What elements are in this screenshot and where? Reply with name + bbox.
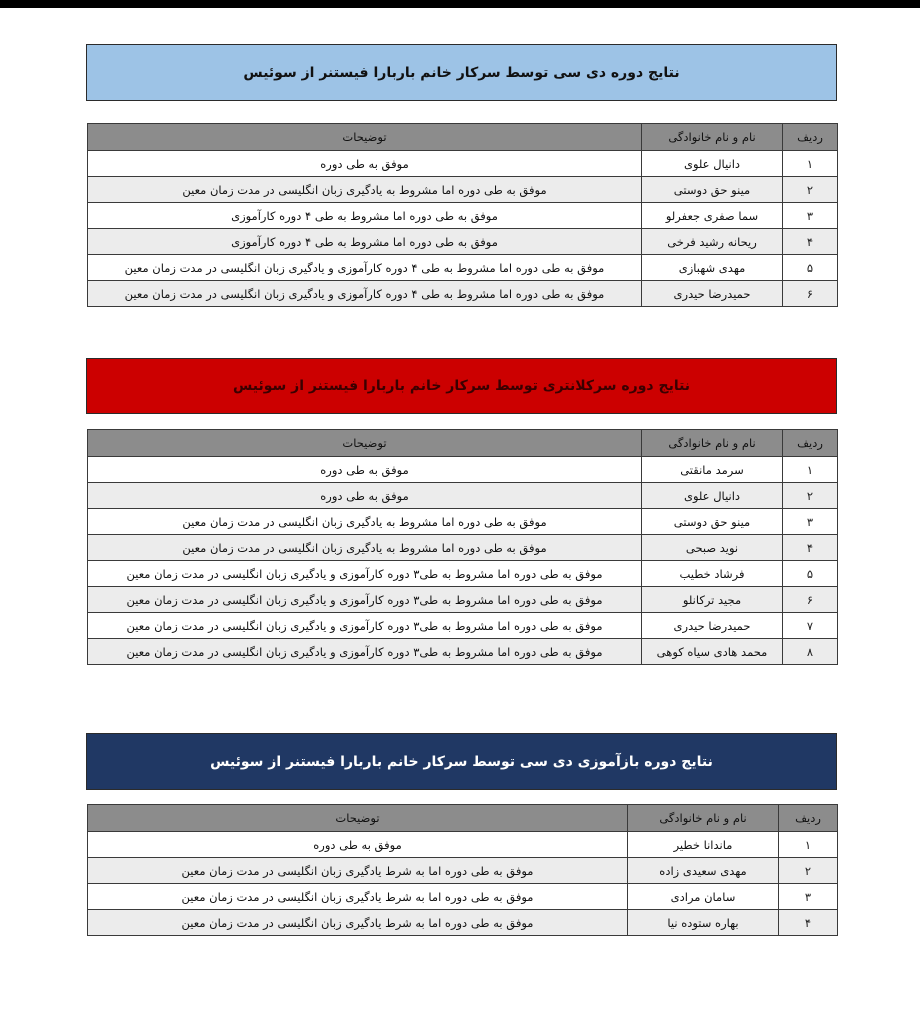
table-row <box>88 639 838 665</box>
row-description: موفق به طی دوره اما مشروط به یادگیری زبان انگلیسی در مدت زمان معین <box>88 535 642 561</box>
header-description: توضیحات <box>88 124 642 151</box>
row-name: مینو حق دوستی <box>642 177 783 203</box>
section-1-title: نتایج دوره دی سی توسط سرکار خانم باربارا فیستنر از سوئیس <box>243 64 680 81</box>
table-row <box>88 229 838 255</box>
table-row <box>88 509 838 535</box>
table-row <box>88 177 838 203</box>
row-number: ۴ <box>783 535 838 561</box>
row-description: موفق به طی دوره اما مشروط به یادگیری زبان انگلیسی در مدت زمان معین <box>88 509 642 535</box>
table-row <box>88 832 838 858</box>
row-description: موفق به طی دوره <box>88 483 642 509</box>
row-name: بهاره ستوده نیا <box>628 910 779 936</box>
row-description: موفق به طی دوره اما مشروط به طی۳ دوره کارآموزی و یادگیری زبان انگلیسی در مدت زمان معین <box>88 639 642 665</box>
row-description: موفق به طی دوره اما مشروط به طی ۴ دوره کارآموزی و یادگیری زبان انگلیسی در مدت زمان معین <box>88 255 642 281</box>
row-description: موفق به طی دوره اما مشروط به یادگیری زبان انگلیسی در مدت زمان معین <box>88 177 642 203</box>
header-description: توضیحات <box>88 430 642 457</box>
row-number: ۲ <box>783 483 838 509</box>
row-description: موفق به طی دوره اما مشروط به طی ۴ دوره کارآموزی <box>88 203 642 229</box>
row-description: موفق به طی دوره <box>88 151 642 177</box>
row-name: ریحانه رشید فرخی <box>642 229 783 255</box>
row-name: فرشاد خطیب <box>642 561 783 587</box>
row-name: مجید ترکانلو <box>642 587 783 613</box>
section-3-title-banner <box>86 733 837 790</box>
table-row <box>88 561 838 587</box>
section-3-title: نتایج دوره بازآموزی دی سی توسط سرکار خانم باربارا فیستنر از سوئیس <box>210 753 713 770</box>
row-name: مینو حق دوستی <box>642 509 783 535</box>
section-1-title-banner <box>86 44 837 101</box>
row-description: موفق به طی دوره اما به شرط یادگیری زبان انگلیسی در مدت زمان معین <box>88 910 628 936</box>
table-header-row <box>88 124 838 151</box>
row-description: موفق به طی دوره <box>88 832 628 858</box>
table-row <box>88 255 838 281</box>
row-number: ۱ <box>783 151 838 177</box>
header-row-number: ردیف <box>779 805 838 832</box>
row-description: موفق به طی دوره اما به شرط یادگیری زبان انگلیسی در مدت زمان معین <box>88 884 628 910</box>
header-description: توضیحات <box>88 805 628 832</box>
row-number: ۱ <box>783 457 838 483</box>
header-full-name: نام و نام خانوادگی <box>642 124 783 151</box>
row-description: موفق به طی دوره <box>88 457 642 483</box>
table-row <box>88 151 838 177</box>
row-number: ۴ <box>783 229 838 255</box>
table-row <box>88 613 838 639</box>
row-number: ۴ <box>779 910 838 936</box>
row-number: ۵ <box>783 255 838 281</box>
row-number: ۶ <box>783 587 838 613</box>
section-2-title: نتایج دوره سرکلانتری توسط سرکار خانم باربارا فیستنر از سوئیس <box>232 378 691 394</box>
row-name: دانیال علوی <box>642 151 783 177</box>
table-row <box>88 858 838 884</box>
row-name: نوید صبحی <box>642 535 783 561</box>
table-row <box>88 910 838 936</box>
row-name: محمد هادی سیاه کوهی <box>642 639 783 665</box>
section-3-results-table <box>87 804 838 936</box>
row-description: موفق به طی دوره اما مشروط به طی ۴ دوره کارآموزی <box>88 229 642 255</box>
row-number: ۲ <box>779 858 838 884</box>
row-name: حمیدرضا حیدری <box>642 613 783 639</box>
row-name: سما صفری جعفرلو <box>642 203 783 229</box>
section-2-title-banner <box>86 358 837 414</box>
row-number: ۳ <box>779 884 838 910</box>
row-name: دانیال علوی <box>642 483 783 509</box>
section-1-results-table <box>87 123 838 307</box>
header-full-name: نام و نام خانوادگی <box>642 430 783 457</box>
row-name: حمیدرضا حیدری <box>642 281 783 307</box>
section-2-results-table <box>87 429 838 665</box>
row-number: ۳ <box>783 509 838 535</box>
header-full-name: نام و نام خانوادگی <box>628 805 779 832</box>
row-number: ۶ <box>783 281 838 307</box>
row-number: ۵ <box>783 561 838 587</box>
row-number: ۲ <box>783 177 838 203</box>
table-header-row <box>88 805 838 832</box>
row-name: مهدی سعیدی زاده <box>628 858 779 884</box>
top-black-bar <box>0 0 920 8</box>
row-number: ۳ <box>783 203 838 229</box>
row-number: ۱ <box>779 832 838 858</box>
header-row-number: ردیف <box>783 430 838 457</box>
row-description: موفق به طی دوره اما مشروط به طی۳ دوره کارآموزی و یادگیری زبان انگلیسی در مدت زمان معین <box>88 613 642 639</box>
table-header-row <box>88 430 838 457</box>
row-number: ۸ <box>783 639 838 665</box>
row-description: موفق به طی دوره اما مشروط به طی ۴ دوره کارآموزی و یادگیری زبان انگلیسی در مدت زمان معین <box>88 281 642 307</box>
row-number: ۷ <box>783 613 838 639</box>
table-row <box>88 457 838 483</box>
row-name: ماندانا خطیر <box>628 832 779 858</box>
row-description: موفق به طی دوره اما مشروط به طی۳ دوره کارآموزی و یادگیری زبان انگلیسی در مدت زمان معین <box>88 587 642 613</box>
table-row <box>88 884 838 910</box>
table-row <box>88 587 838 613</box>
row-description: موفق به طی دوره اما مشروط به طی۳ دوره کارآموزی و یادگیری زبان انگلیسی در مدت زمان معین <box>88 561 642 587</box>
row-name: سرمد مانقتی <box>642 457 783 483</box>
row-description: موفق به طی دوره اما به شرط یادگیری زبان انگلیسی در مدت زمان معین <box>88 858 628 884</box>
table-row <box>88 535 838 561</box>
table-row <box>88 483 838 509</box>
table-row <box>88 203 838 229</box>
row-name: مهدی شهبازی <box>642 255 783 281</box>
table-row <box>88 281 838 307</box>
header-row-number: ردیف <box>783 124 838 151</box>
row-name: سامان مرادی <box>628 884 779 910</box>
